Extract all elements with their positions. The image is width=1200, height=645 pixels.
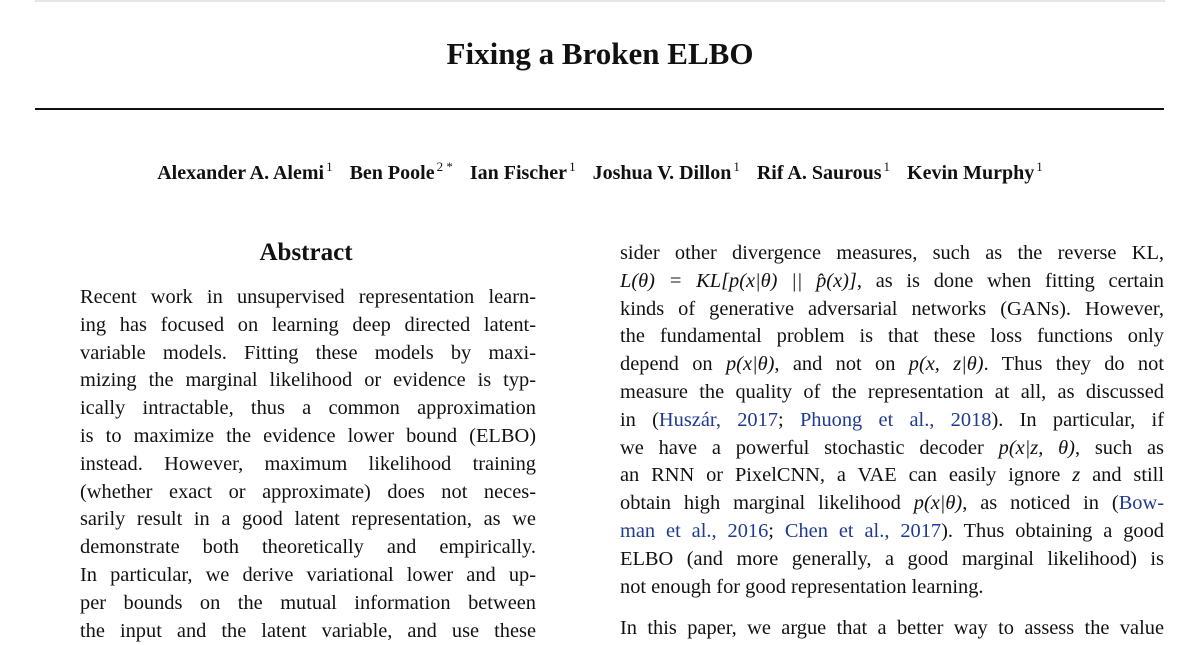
intro-line: the fundamental problem is that these loss functions only <box>620 325 1164 348</box>
intro-line: an RNN or PixelCNN, a VAE can easily ignore z and still <box>620 464 1164 487</box>
intro-line: ELBO (and more generally, a good marginal likelihood) is <box>620 547 1164 570</box>
title-rule <box>35 108 1164 110</box>
math-expression: z <box>1072 464 1081 487</box>
intro-line: not enough for good representation learning. <box>620 575 984 598</box>
author-name: Joshua V. Dillon <box>592 162 732 184</box>
intro-line: man et al., 2016; Chen et al., 2017). Thus obtaining a good <box>620 519 1164 542</box>
abstract-line: Recent work in unsupervised representation learn- <box>80 286 536 308</box>
paper-title: Fixing a Broken ELBO <box>446 36 754 71</box>
abstract-line: is to maximize the evidence lower bound (ELBO) <box>80 424 536 447</box>
abstract-line: instead. However, maximum likelihood training <box>80 452 536 475</box>
author-name: Ben Poole <box>349 162 435 184</box>
author-affiliation: 1 <box>733 159 740 174</box>
paragraph-gap <box>620 601 1164 615</box>
author-affiliation: 2 * <box>436 159 453 174</box>
abstract-line: ically intractable, thus a common approximation <box>80 397 536 420</box>
citation-link[interactable]: Huszár, 2017 <box>658 408 778 431</box>
author <box>593 158 740 188</box>
citation-link[interactable]: man et al., 2016 <box>620 519 769 542</box>
author-name: Alexander A. Alemi <box>157 162 325 184</box>
author <box>157 158 332 188</box>
math-expression: p(x|θ) <box>725 353 775 376</box>
author <box>907 158 1043 188</box>
intro-line: obtain high marginal likelihood p(x|θ), as noticed in (Bow- <box>620 492 1164 515</box>
abstract-line: In particular, we derive variational lower and up- <box>80 563 536 586</box>
abstract-body <box>80 284 536 645</box>
abstract-line: per bounds on the mutual information between <box>80 591 536 614</box>
math-expression: L(θ) = KL[p(x|θ) || p̂(x)] <box>620 269 857 292</box>
abstract-line: the input and the latent variable, and use these <box>80 619 536 642</box>
top-rule <box>35 0 1165 2</box>
math-expression: p(x, z|θ) <box>908 353 984 376</box>
abstract-line: ing has focused on learning deep directed latent- <box>80 313 536 336</box>
author-name: Kevin Murphy <box>907 162 1035 184</box>
abstract-line: (whether exact or approximate) does not neces- <box>80 480 536 503</box>
author-affiliation: 1 <box>326 159 333 174</box>
author-list <box>0 158 1200 188</box>
author-name: Ian Fischer <box>469 162 568 184</box>
intro-line: L(θ) = KL[p(x|θ) || p̂(x)], as is done when fitting certain <box>620 269 1164 292</box>
author <box>757 158 890 188</box>
intro-line: In this paper, we argue that a better way to assess the value <box>620 617 1164 640</box>
author-affiliation: 1 <box>883 159 891 174</box>
intro-line: sider other divergence measures, such as the reverse KL, <box>620 242 1164 264</box>
abstract-line: variable models. Fitting these models by maxi- <box>80 341 536 364</box>
author-affiliation: 1 <box>569 159 576 174</box>
author-affiliation: 1 <box>1036 159 1043 174</box>
abstract-line: sarily result in a good latent representation, as we <box>80 508 536 531</box>
author <box>350 158 453 188</box>
intro-body <box>620 240 1164 643</box>
citation-link[interactable]: Phuong et al., 2018 <box>799 408 992 431</box>
citation-link[interactable]: Bow- <box>1118 492 1164 515</box>
intro-line: we have a powerful stochastic decoder p(x|z, θ), such as <box>620 436 1164 459</box>
math-expression: p(x|θ) <box>913 492 963 515</box>
abstract-line: demonstrate both theoretically and empirically. <box>80 536 536 559</box>
author <box>470 158 576 188</box>
abstract-heading: Abstract <box>259 239 353 266</box>
abstract-line: mizing the marginal likelihood or evidence is typ- <box>80 369 536 392</box>
math-expression: p(x|z, θ) <box>998 436 1075 459</box>
intro-line: depend on p(x|θ), and not on p(x, z|θ). Thus they do not <box>620 353 1164 376</box>
author-name: Rif A. Saurous <box>756 162 882 184</box>
citation-link[interactable]: Chen et al., 2017 <box>784 519 942 542</box>
intro-line: measure the quality of the representation at all, as discussed <box>620 380 1164 403</box>
intro-line: in (Huszár, 2017; Phuong et al., 2018). In particular, if <box>620 408 1164 431</box>
intro-line: kinds of generative adversarial networks (GANs). However, <box>620 297 1164 320</box>
